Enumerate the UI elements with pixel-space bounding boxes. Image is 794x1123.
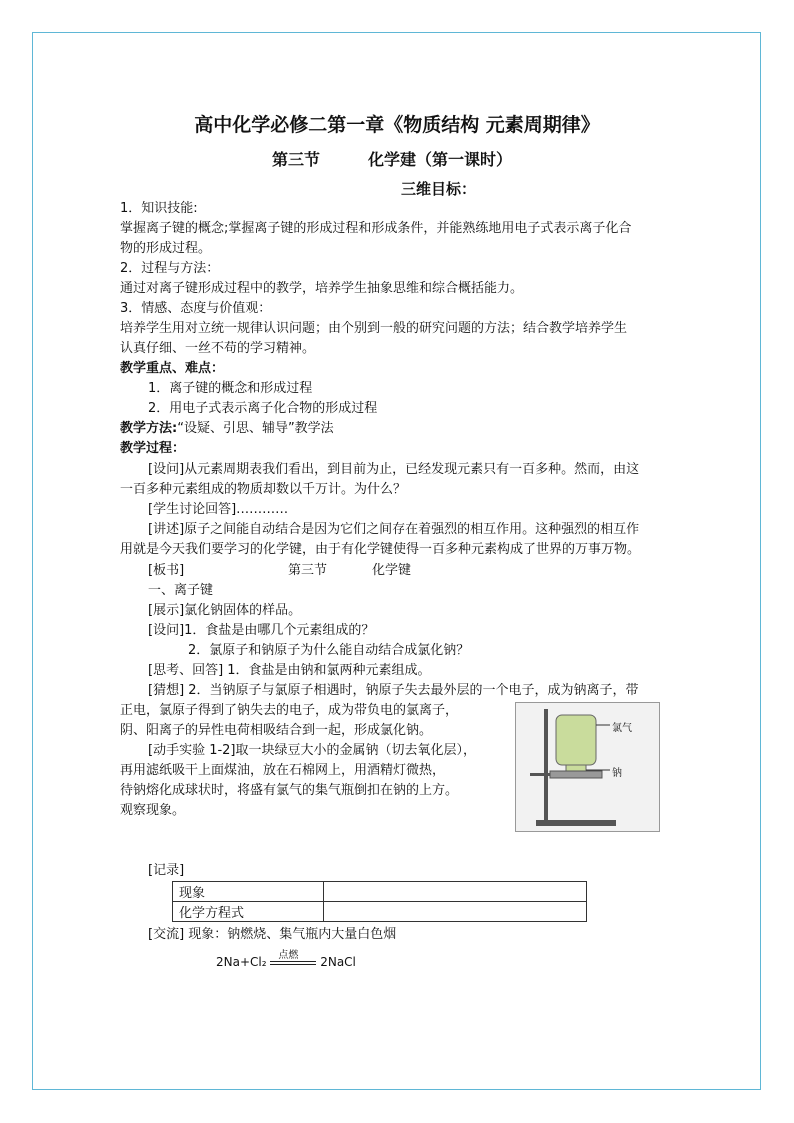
equation-left: 2Na+Cl₂: [216, 955, 267, 969]
table-row: [173, 882, 587, 902]
explanation-line-2: 用就是今天我们要学习的化学键，由于有化学键使得一百多种元素构成了世界的万事万物。: [120, 542, 641, 557]
bottle-neck: [566, 765, 586, 771]
guess-line-3: 阴、阳离子的异性电荷相吸结合到一起，形成氯化钠。: [120, 723, 433, 738]
experiment-line-2: 再用滤纸吸干上面煤油，放在石棉网上，用酒精灯微热，: [120, 763, 446, 778]
observe-text: 观察现象。: [120, 803, 186, 818]
knowledge-text-2: 物的形成过程。: [120, 241, 212, 256]
knowledge-text-1: 掌握离子键的概念;掌握离子键的形成过程和形成条件，并能熟练地用电子式表示离子化合: [120, 221, 632, 236]
apparatus-drawing: [516, 703, 659, 831]
think-answer: [思考、回答] 1．食盐是由钠和氯两种元素组成。: [148, 663, 431, 678]
question-line-2: 一百多种元素组成的物质却数以千万计。为什么？: [120, 482, 407, 497]
goals-heading: 三维目标：: [401, 180, 477, 198]
record-cell-equation-value[interactable]: [324, 902, 587, 922]
method-goal-text: 通过对离子键形成过程中的教学，培养学生抽象思维和综合概括能力。: [120, 281, 524, 296]
key-point-1: 1．离子键的概念和形成过程: [148, 381, 313, 396]
experiment-line-1: [动手实验 1-2]取一块绿豆大小的金属钠（切去氧化层），: [148, 743, 477, 758]
record-cell-phenomenon-value[interactable]: [324, 882, 587, 902]
apparatus-figure: [515, 702, 660, 832]
equation-arrow: [270, 949, 316, 970]
teaching-method: [120, 419, 334, 439]
board-section: 第三节: [288, 563, 328, 578]
teaching-method-label: 教学方法:: [120, 421, 178, 436]
lesson-subtitle: [272, 147, 513, 170]
emotion-heading: 3．情感、态度与价值观：: [120, 301, 272, 316]
reaction-equation: [216, 949, 356, 970]
stand-rod: [544, 709, 548, 821]
explanation-line-1: [讲述]原子之间能自动结合是因为它们之间存在着强烈的相互作用。这种强烈的相互作: [148, 522, 640, 537]
board-topic: 化学键: [372, 563, 412, 578]
record-table: [172, 881, 587, 922]
student-discussion: [学生讨论回答]…………: [148, 502, 289, 517]
record-label: [记录]: [148, 863, 185, 878]
ask-2: 2．氯原子和钠原子为什么能自动结合成氯化钠？: [188, 643, 470, 658]
record-row-equation: 化学方程式: [173, 902, 324, 922]
sodium-label: 钠: [612, 768, 622, 779]
section-number: 第三节: [272, 150, 321, 169]
document-title: 高中化学必修二第一章《物质结构 元素周期律》: [194, 114, 600, 136]
gas-bottle: [556, 715, 596, 765]
ionic-bond-heading: 一、离子键: [148, 583, 214, 598]
show-sample: [展示]氯化钠固体的样品。: [148, 603, 302, 618]
teaching-method-text: “设疑、引思、辅导”教学法: [177, 421, 334, 436]
ask-1: [设问]1．食盐是由哪几个元素组成的？: [148, 623, 375, 638]
method-goal-heading: 2．过程与方法：: [120, 261, 220, 276]
board-label: [板书]: [148, 563, 185, 578]
knowledge-heading: 1．知识技能:: [120, 201, 198, 216]
equation-right: 2NaCl: [320, 955, 356, 969]
emotion-text-2: 认真仔细、一丝不苟的学习精神。: [120, 341, 316, 356]
guess-line-1: [猜想] 2．当钠原子与氯原子相遇时，钠原子失去最外层的一个电子，成为钠离子，带: [148, 683, 639, 698]
lesson-topic: 化学建（第一课时）: [368, 150, 513, 169]
table-row: [173, 902, 587, 922]
experiment-line-3: 待钠熔化成球状时，将盛有氯气的集气瓶倒扣在钠的上方。: [120, 783, 459, 798]
guess-line-2: 正电，氯原子得到了钠失去的电子，成为带负电的氯离子，: [120, 703, 459, 718]
emotion-text-1: 培养学生用对立统一规律认识问题；由个别到一般的研究问题的方法；结合教学培养学生: [120, 321, 628, 336]
process-heading: 教学过程：: [120, 441, 186, 456]
record-row-phenomenon: 现象: [173, 882, 324, 902]
chlorine-label: 氯气: [612, 723, 632, 734]
exchange-text: [交流] 现象：钠燃烧、集气瓶内大量白色烟: [148, 927, 397, 942]
asbestos-net: [550, 771, 602, 778]
question-line-1: [设问]从元素周期表我们看出，到目前为止，已经发现元素只有一百多种。然而，由这: [148, 462, 640, 477]
key-point-2: 2．用电子式表示离子化合物的形成过程: [148, 401, 378, 416]
key-points-heading: 教学重点、难点：: [120, 361, 225, 376]
equation-condition: 点燃: [278, 949, 299, 961]
